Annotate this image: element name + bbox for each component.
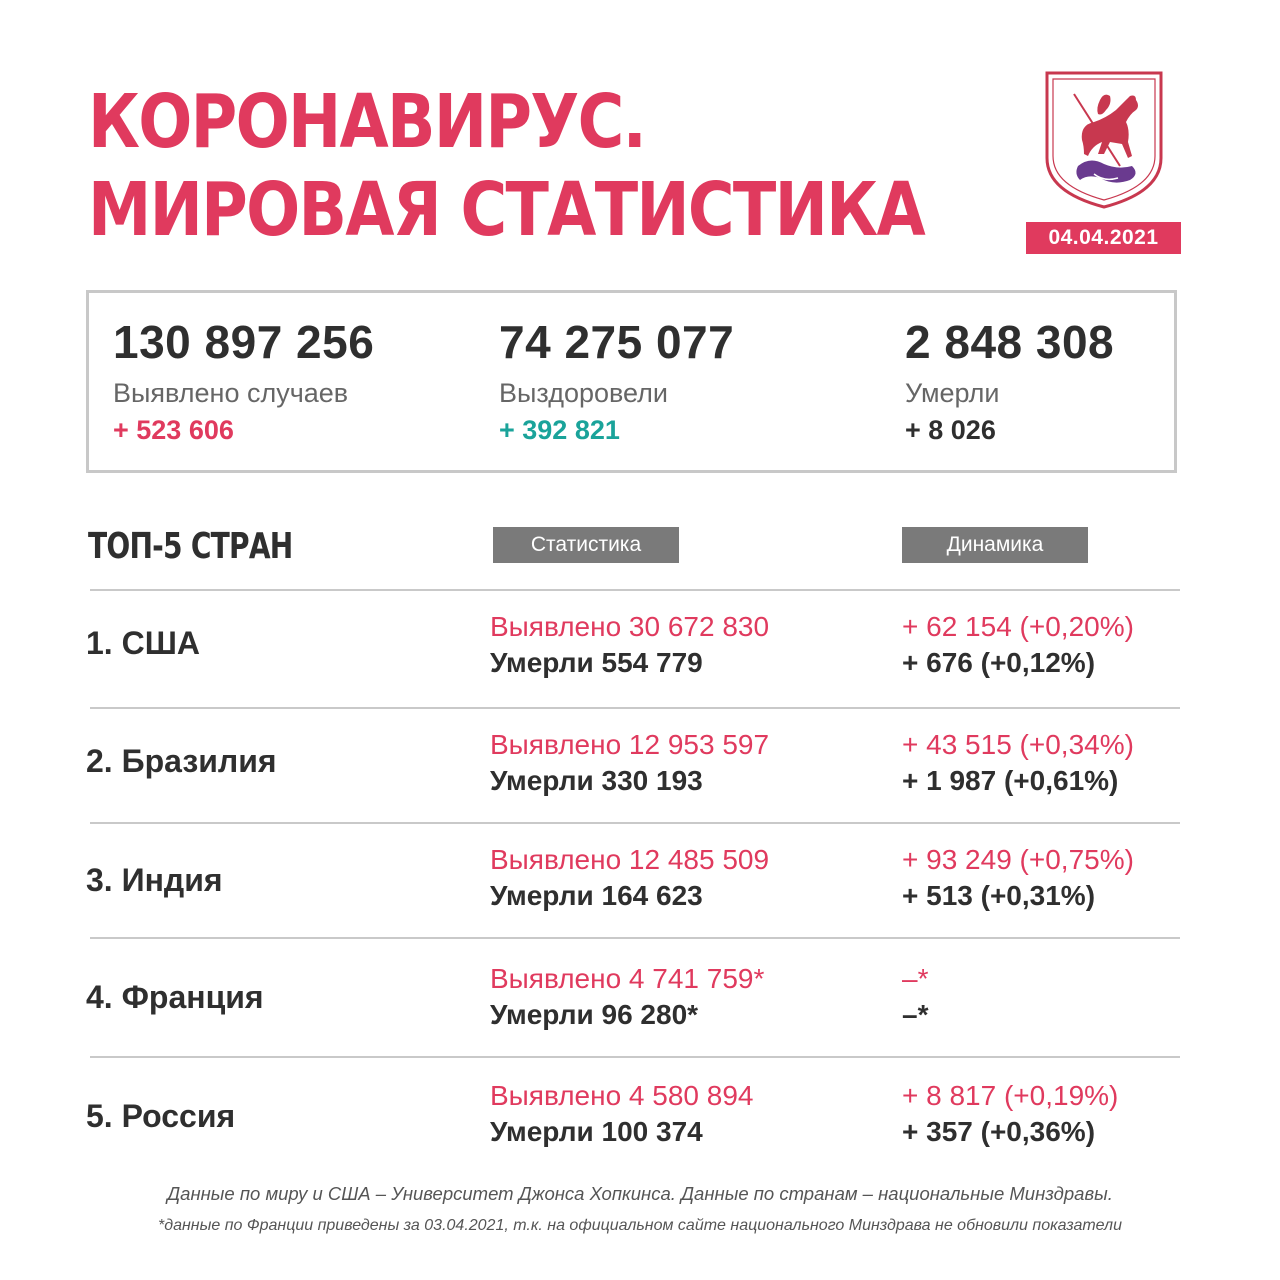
summary-delta: + 392 821 [499,415,620,445]
cases-value: Выявлено 4 580 894 [490,1080,754,1111]
summary-value: 130 897 256 [113,316,375,368]
country-row [0,961,1280,1061]
deaths-value: Умерли 96 280* [490,999,699,1030]
country-stats [490,609,769,681]
sources-footnote: Данные по миру и США – Университет Джонса Хопкинса. Данные по странам – национальные Минздравы. [167,1183,1113,1204]
summary-label: Умерли [905,378,1000,408]
country-dynamics [902,609,1134,681]
cases-value: Выявлено 30 672 830 [490,611,770,642]
summary-value: 74 275 077 [499,316,735,368]
summary-cases [113,315,374,447]
deaths-value: Умерли 164 623 [490,880,703,911]
country-row [0,842,1280,942]
country-dynamics [902,842,1134,914]
cases-dynamics: + 62 154 (+0,20%) [902,611,1134,642]
deaths-value: Умерли 100 374 [490,1116,703,1147]
deaths-dynamics: + 513 (+0,31%) [902,880,1096,911]
country-row [0,727,1280,827]
country-name: 4. Франция [86,979,264,1015]
cases-dynamics: + 8 817 (+0,19%) [902,1080,1119,1111]
summary-label: Выявлено случаев [113,378,349,408]
country-name: 3. Индия [86,862,223,898]
summary-value: 2 848 308 [905,316,1115,368]
country-row [0,1078,1280,1178]
country-name: 5. Россия [86,1098,236,1134]
title-line-1: КОРОНАВИРУС. [88,79,646,165]
summary-delta: + 8 026 [905,415,996,445]
dynamics-header-pill: Динамика [902,527,1088,563]
deaths-dynamics: –* [902,999,929,1030]
cases-value: Выявлено 12 953 597 [490,729,770,760]
deaths-value: Умерли 330 193 [490,765,703,796]
country-row [0,609,1280,709]
date-badge: 04.04.2021 [1026,222,1181,254]
moscow-coat-of-arms-icon [1044,70,1164,210]
divider [90,589,1180,591]
country-name: 1. США [86,625,200,661]
country-stats [490,961,764,1033]
country-stats [490,842,769,914]
country-name: 2. Бразилия [86,743,277,779]
deaths-dynamics: + 676 (+0,12%) [902,647,1096,678]
cases-value: Выявлено 12 485 509 [490,844,770,875]
country-dynamics [902,727,1134,799]
stats-header-pill: Статистика [493,527,679,563]
summary-deaths [905,315,1114,447]
summary-recovered [499,315,734,447]
country-dynamics [902,1078,1118,1150]
deaths-value: Умерли 554 779 [490,647,703,678]
world-summary-box [86,290,1177,473]
title-line-2: МИРОВАЯ СТАТИСТИКА [88,167,924,253]
cases-value: Выявлено 4 741 759* [490,963,765,994]
cases-dynamics: + 93 249 (+0,75%) [902,844,1134,875]
deaths-dynamics: + 1 987 (+0,61%) [902,765,1119,796]
top-countries-title: ТОП-5 СТРАН [88,526,293,567]
cases-dynamics: + 43 515 (+0,34%) [902,729,1134,760]
country-stats [490,727,769,799]
country-stats [490,1078,753,1150]
summary-label: Выздоровели [499,378,669,408]
france-footnote: *данные по Франции приведены за 03.04.2021, т.к. на официальном сайте национального Минздрава не обновили показатели [158,1217,1122,1234]
summary-delta: + 523 606 [113,415,234,445]
country-dynamics [902,961,928,1033]
page-title [88,78,924,254]
cases-dynamics: –* [902,963,929,994]
deaths-dynamics: + 357 (+0,36%) [902,1116,1096,1147]
